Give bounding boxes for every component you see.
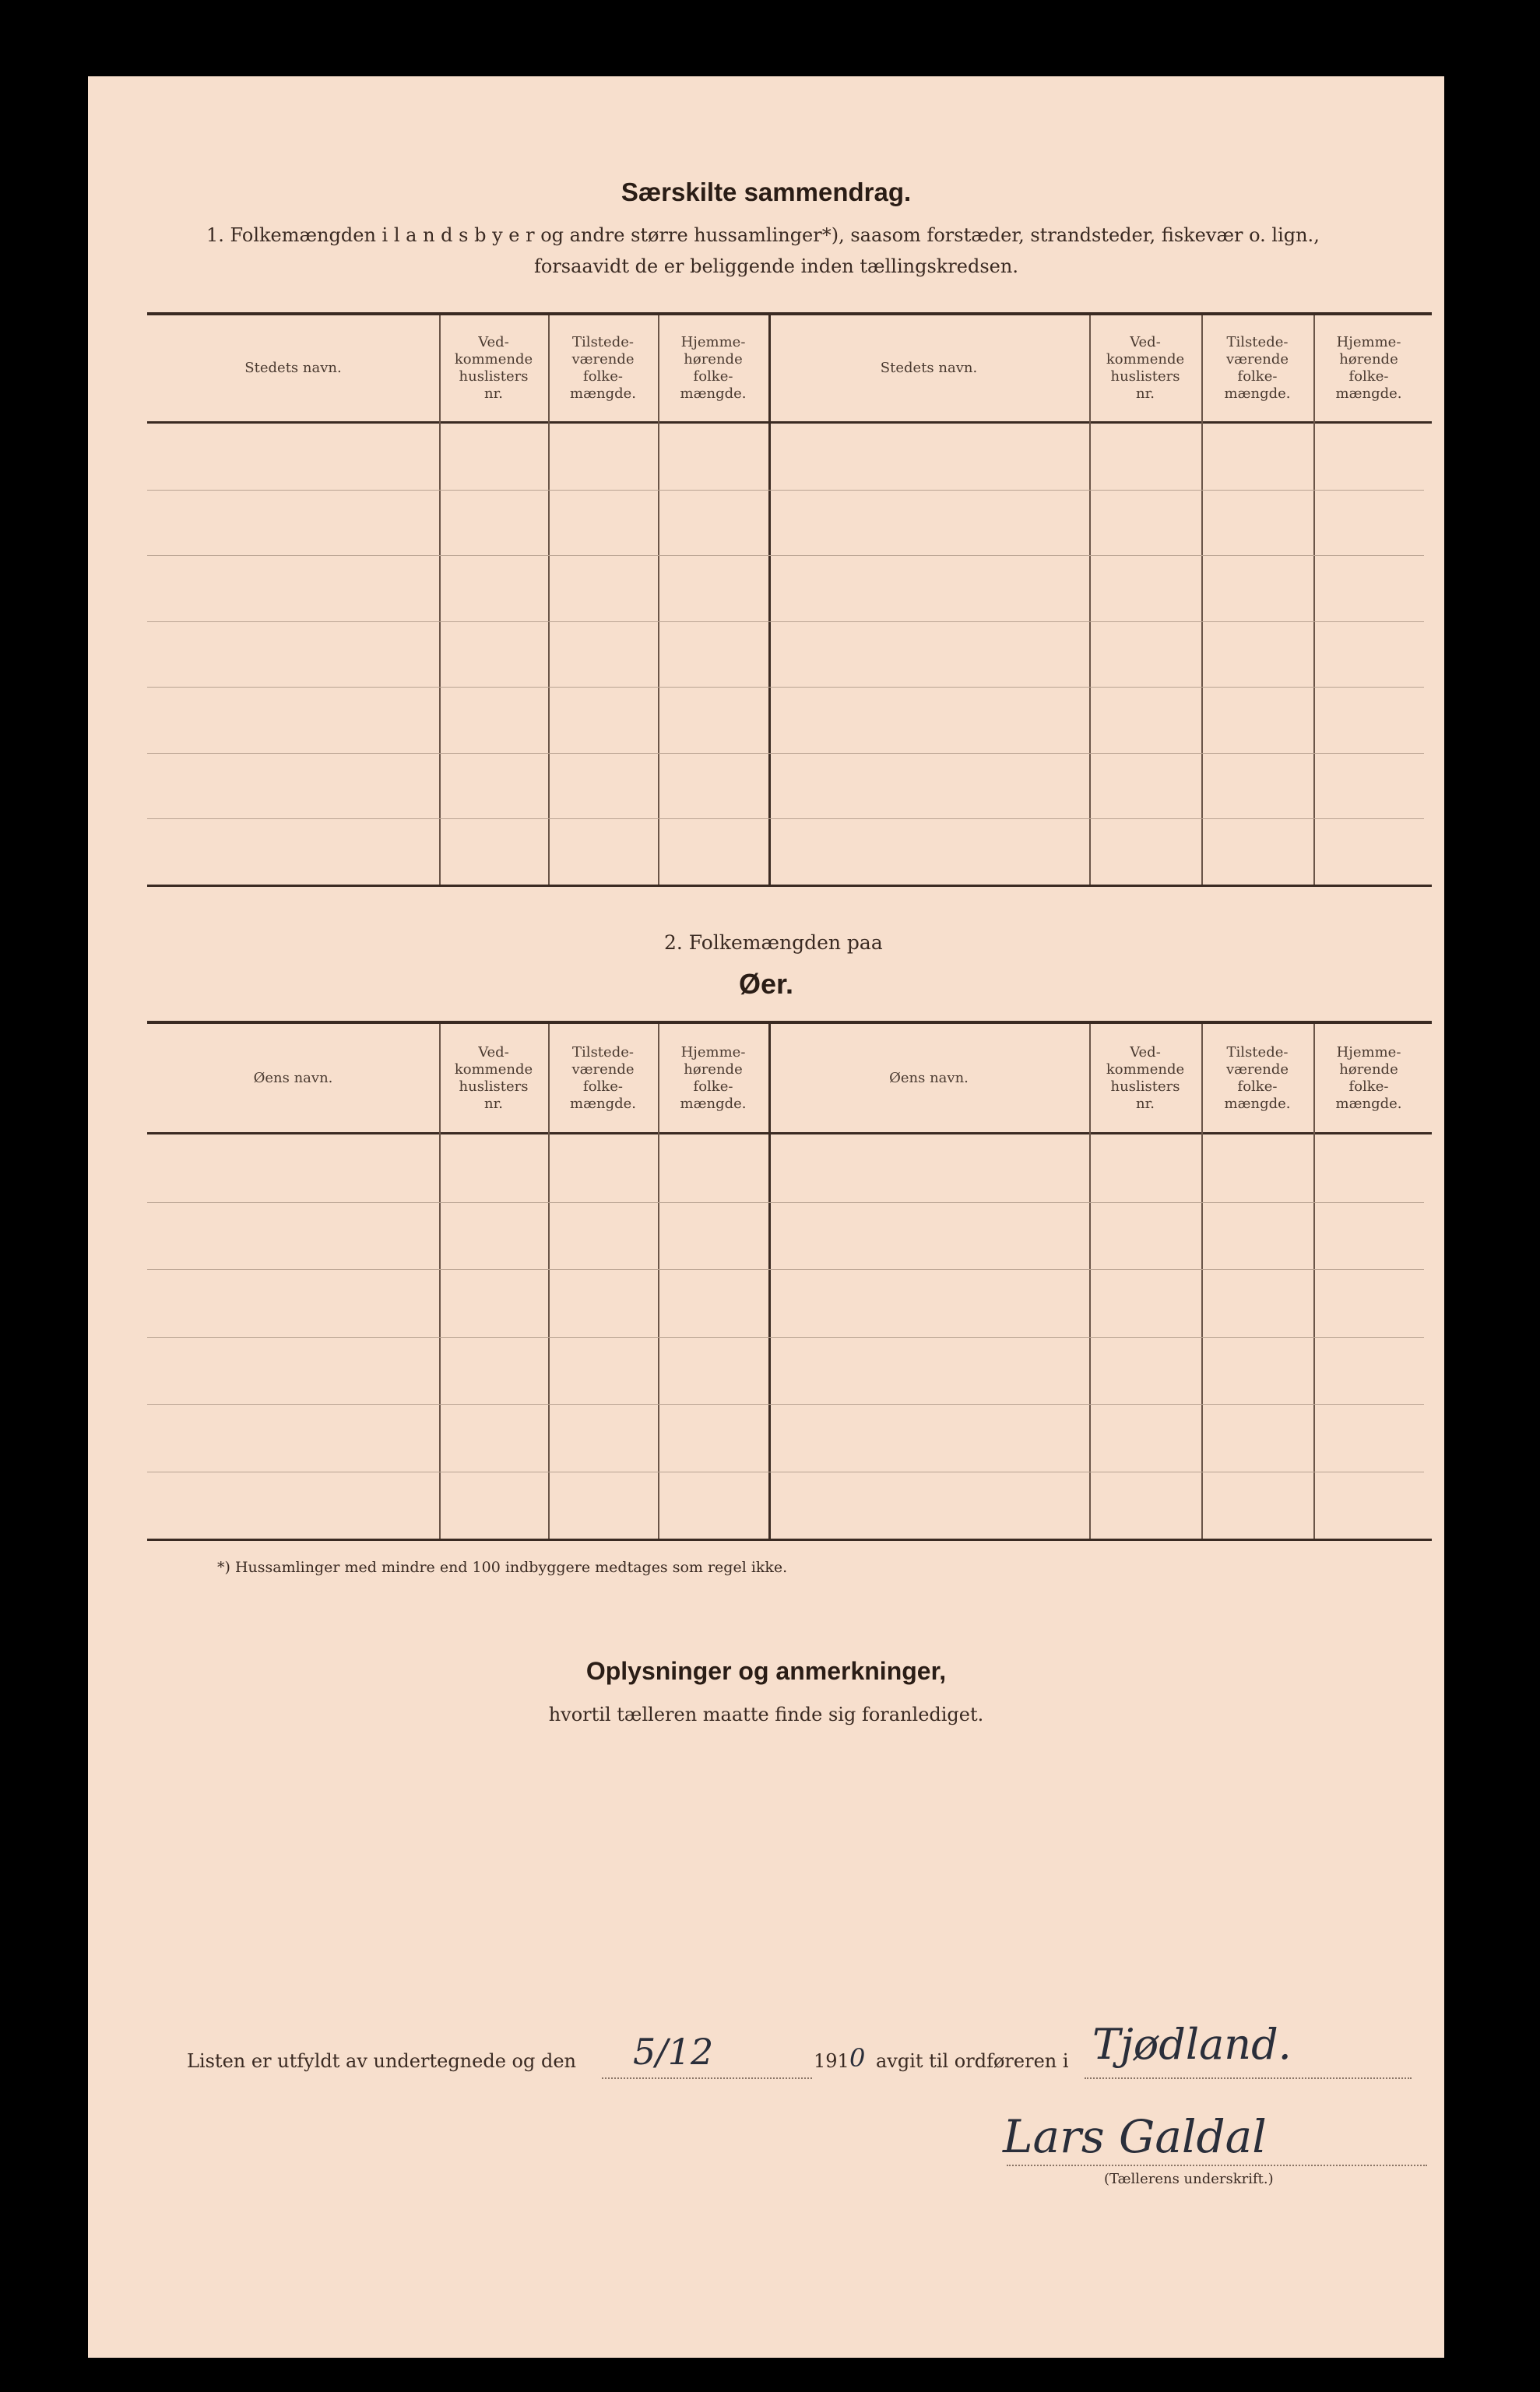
section2-heading-line1: 2. Folkemængden paa [664,931,883,954]
table2-header-cell: Hjemme- hørende folke- mængde. [680,1043,747,1112]
table1-header-cell: Tilstede- værende folke- mængde. [1224,334,1291,402]
table2-row-line [147,1337,1424,1338]
table1-header-cell: Tilstede- værende folke- mængde. [570,334,636,402]
table1-column-divider [658,315,659,885]
table2-column-divider [1089,1024,1091,1539]
table1-header-cell: Stedets navn. [880,360,978,376]
table1-bottom-rule [147,885,1432,887]
remarks-subtitle: hvortil tælleren maatte finde sig foranlediget. [548,1704,984,1725]
table1-header-cell: Hjemme- hørende folke- mængde. [680,334,747,402]
section1-heading-line2: forsaavidt de er beliggende inden tællingskredsen. [534,255,1018,277]
table2-column-divider [439,1024,441,1539]
table1-header-cell: Ved- kommende huslisters nr. [1106,334,1185,402]
table1-row-line [147,555,1424,556]
table2-header-cell: Tilstede- værende folke- mængde. [1224,1043,1291,1112]
handwritten-date: 5/12 [633,2031,714,2073]
signature-dotted-line [1007,2165,1427,2166]
document-page [88,76,1444,2358]
table2-column-divider [658,1024,659,1539]
table1-column-divider [1201,315,1203,885]
section2-title: Øer. [738,968,794,1000]
signature-prefix: Listen er utfyldt av undertegnede og den [187,2050,577,2072]
table2-header-cell: Hjemme- hørende folke- mængde. [1335,1043,1402,1112]
page-title: Særskilte sammendrag. [621,178,912,206]
date-dotted-line [602,2077,812,2079]
section1-heading-line1: 1. Folkemængden i l a n d s b y e r og andre større hussamlinger*), saasom forstæder, strandsteder, fiskevær o. lign., [206,224,1320,246]
table2-bottom-rule [147,1539,1432,1541]
table1-row-line [147,818,1424,819]
table2-column-divider [1313,1024,1315,1539]
year-printed: 191 [814,2050,849,2072]
signature-caption: (Tællerens underskrift.) [1104,2171,1274,2187]
table1-column-divider [1089,315,1091,885]
table1-column-divider [548,315,550,885]
table1-header-rule [147,421,1432,424]
handwritten-signature: Lars Galdal [1003,2110,1267,2163]
table2-header-cell: Øens navn. [889,1069,969,1086]
table2-row-line [147,1269,1424,1270]
table2-column-divider [1201,1024,1203,1539]
table1-row-line [147,621,1424,622]
table2-column-divider [548,1024,550,1539]
table1-row-line [147,490,1424,491]
table2-header-cell: Ved- kommende huslisters nr. [1106,1043,1185,1112]
table1-column-divider [768,315,771,885]
table1-header-cell: Hjemme- hørende folke- mængde. [1335,334,1402,402]
table2-column-divider [768,1024,771,1539]
signature-middle: avgit til ordføreren i [876,2050,1069,2072]
table2-row-line [147,1202,1424,1203]
footnote: *) Hussamlinger med mindre end 100 indbyggere medtages som regel ikke. [217,1559,788,1576]
year-handwritten: 0 [849,2043,866,2073]
remarks-title: Oplysninger og anmerkninger, [585,1657,947,1685]
table2-header-rule [147,1132,1432,1134]
table2-header-cell: Ved- kommende huslisters nr. [454,1043,533,1112]
table2-row-line [147,1404,1424,1405]
table1-header-cell: Stedets navn. [244,360,342,376]
table2-header-cell: Øens navn. [253,1069,333,1086]
table1-row-line [147,753,1424,754]
table1-header-cell: Ved- kommende huslisters nr. [454,334,533,402]
table2-header-cell: Tilstede- værende folke- mængde. [570,1043,636,1112]
handwritten-place: Tjødland. [1092,2020,1292,2069]
table1-column-divider [1313,315,1315,885]
place-dotted-line [1085,2077,1412,2079]
table1-row-line [147,687,1424,688]
table1-column-divider [439,315,441,885]
